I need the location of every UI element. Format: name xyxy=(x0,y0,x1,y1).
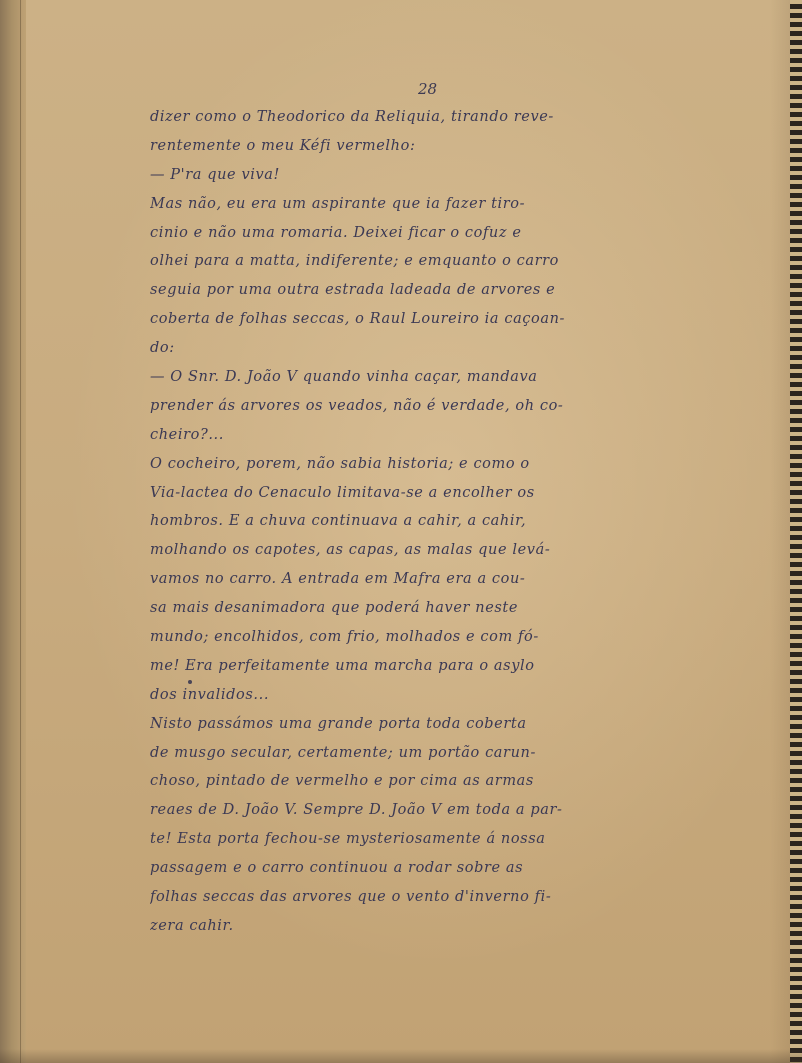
text-line: mundo; encolhidos, com frio, molhados e com fó- xyxy=(150,629,539,646)
page-number: 28 xyxy=(418,80,438,98)
text-line: te! Esta porta fechou-se mysteriosamente á nossa xyxy=(150,831,546,848)
text-line: dizer como o Theodorico da Reliquia, tirando reve- xyxy=(150,109,554,125)
text-line: olhei para a matta, indiferente; e emquanto o carro xyxy=(150,253,559,270)
text-line: Via-lactea do Cenaculo limitava-se a encolher os xyxy=(150,484,535,501)
binding-crease xyxy=(20,0,21,1063)
text-line: dos invalidos... xyxy=(150,686,270,703)
text-line: Nisto passámos uma grande porta toda coberta xyxy=(150,715,527,732)
text-line: — O Snr. D. João V quando vinha caçar, mandava xyxy=(150,369,538,386)
text-line: zera cahir. xyxy=(150,917,234,934)
text-line: vamos no carro. A entrada em Mafra era a cou- xyxy=(150,571,526,588)
text-line: de musgo secular, certamente; um portão carun- xyxy=(150,744,536,761)
text-line: molhando os capotes, as capas, as malas que levá- xyxy=(150,542,551,559)
margin-dot xyxy=(188,680,192,684)
text-line: cinio e não uma romaria. Deixei ficar o cofuz e xyxy=(150,224,522,241)
text-line: seguia por uma outra estrada ladeada de arvores e xyxy=(150,282,556,299)
perforated-edge xyxy=(790,0,802,1063)
text-line: hombros. E a chuva continuava a cahir, a cahir, xyxy=(150,513,527,530)
page-binding xyxy=(0,0,26,1063)
handwritten-text xyxy=(150,103,700,941)
text-line: — P'ra que viva! xyxy=(150,166,280,183)
text-line: O cocheiro, porem, não sabia historia; e como o xyxy=(150,455,530,472)
text-line: cheiro?... xyxy=(150,426,224,443)
text-line: Mas não, eu era um aspirante que ia fazer tiro- xyxy=(150,195,526,212)
text-line: do: xyxy=(150,340,175,357)
text-line: sa mais desanimadora que poderá haver neste xyxy=(150,600,519,617)
text-line: rentemente o meu Kéfi vermelho: xyxy=(150,137,416,154)
text-line: prender ás arvores os veados, não é verdade, oh co- xyxy=(150,397,564,414)
text-line: coberta de folhas seccas, o Raul Loureiro ia caçoan- xyxy=(150,311,566,328)
text-line: choso, pintado de vermelho e por cima as armas xyxy=(150,773,534,790)
text-line: passagem e o carro continuou a rodar sobre as xyxy=(150,860,524,877)
page-bottom-shadow xyxy=(0,1049,802,1063)
text-line: folhas seccas das arvores que o vento d'inverno fi- xyxy=(150,889,552,906)
text-line: reaes de D. João V. Sempre D. João V em toda a par- xyxy=(150,802,563,819)
text-line: me! Era perfeitamente uma marcha para o asylo xyxy=(150,657,535,674)
